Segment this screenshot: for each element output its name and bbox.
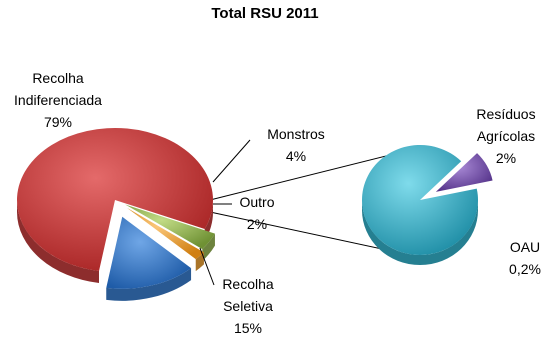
slice-value-label: 0,2% <box>509 261 541 277</box>
label-oau <box>509 239 541 277</box>
slice-label-line: OAU <box>509 239 541 255</box>
main-pie <box>17 128 215 301</box>
label-monstros <box>267 126 325 164</box>
label-outro <box>239 194 274 232</box>
slice-value-label: 4% <box>285 148 307 164</box>
chart-title: Total RSU 2011 <box>211 5 319 22</box>
slice-label-line: Agrícolas <box>476 128 536 144</box>
slice-label-line: Outro <box>239 194 275 210</box>
slice-value-label: 15% <box>233 320 263 336</box>
secondary-pie <box>362 145 493 265</box>
slice-label-line: Recolha <box>32 70 84 86</box>
label-residuos-agricolas <box>476 106 535 166</box>
slice-value-label: 2% <box>246 216 268 232</box>
slice-top <box>362 145 478 255</box>
slice-label-line: Indiferenciada <box>14 92 102 108</box>
slice-label-line: Monstros <box>267 126 325 142</box>
label-recolha-seletiva <box>222 276 274 336</box>
slice-label-line: Seletiva <box>223 298 273 314</box>
label-recolha-indiferenciada <box>14 70 102 130</box>
slice-value-label: 79% <box>43 114 73 130</box>
slice-residuos-agricolas <box>362 145 478 265</box>
slice-label-line: Recolha <box>222 276 274 292</box>
slice-label-line: Resíduos <box>476 106 536 122</box>
leader-line-monstros <box>213 140 250 182</box>
slice-value-label: 2% <box>495 150 517 166</box>
